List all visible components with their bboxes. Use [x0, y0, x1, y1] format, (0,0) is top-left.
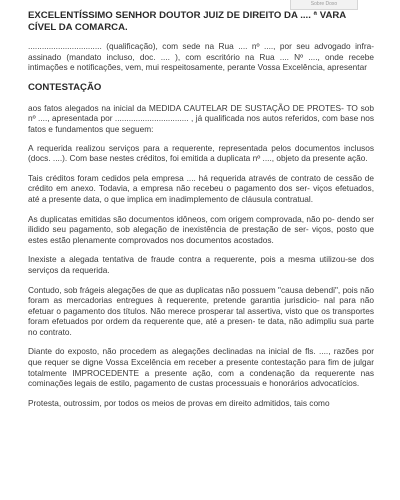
paragraph-4: As duplicatas emitidas são documentos idôneos, com origem comprovada, não po- dendo ser ilidido seu pagamento, sob alegação de inexistência de prestação de ser- viços, posto que estes estão plenamente comprovados nos documentos acostados.: [28, 213, 374, 245]
paragraph-3: Tais créditos foram cedidos pela empresa .... há requerida através de contrato de cessão de crédito em anexo. Todavia, a empresa não recebeu o pagamento dos ser- viços efetuados, até a presente data, o que implica em inadimplemento de cláusula contratual.: [28, 172, 374, 204]
paragraph-7: Diante do exposto, não procedem as alegações declinadas na inicial de fls. ...., razões por que requer se digne Vossa Excelência em receber a presente contestação para fim de julgar totalmente IMPROCEDENTE a presente ação, com a condenação da requerente nas cominações legais de estilo, pagamento de custas processuais e honorários advocatícios.: [28, 346, 374, 389]
document-heading: EXCELENTÍSSIMO SENHOR DOUTOR JUIZ DE DIREITO DA .... ª VARA CÍVEL DA COMARCA.: [28, 10, 346, 33]
paragraph-2: A requerida realizou serviços para a requerente, representada pelos documentos inclusos (docs. ....). Com base nestes créditos, foi emitida a duplicata nº ...., objeto da presente ação.: [28, 142, 374, 164]
paragraph-1: aos fatos alegados na inicial da MEDIDA CAUTELAR DE SUSTAÇÃO DE PROTES- TO sob nº ...., apresentada por ................................ , já qualificada nos autos referidos, com base nos fatos e fundamentos que seguem:: [28, 102, 374, 134]
intro-paragraph: ................................ (qualificação), com sede na Rua .... nº ...., por seu advogado infra-assinado (mandato incluso, doc. .... ), com escritório na Rua .... Nº ...., onde recebe intimações e notificações, vem, mui respeitosamente, perante Vossa Excelência, apresentar: [28, 41, 374, 73]
section-title: CONTESTAÇÃO: [28, 81, 102, 93]
paragraph-5: Inexiste a alegada tentativa de fraude contra a requerente, pois a mesma utilizou-se dos serviços da requerida.: [28, 254, 374, 275]
paragraph-8: Protesta, outrossim, por todos os meios de provas em direito admitidos, tais como: [28, 397, 330, 408]
paragraph-6: Contudo, sob frágeis alegações de que as duplicatas não possuem "causa debendi", pois não foram as mercadorias entregues à requerente, pretende garantia jurisdicio- nal para não efetuar o pagamento dos títulos. Não merece prosperar tal assertiva, visto que os transportes foram efetuados por ordem da requerente que, até a presen- te data, não adimpliu sua parte no contrato.: [28, 284, 374, 337]
top-badge: Sobre Doxo: [290, 0, 358, 10]
document-body: [28, 10, 374, 417]
